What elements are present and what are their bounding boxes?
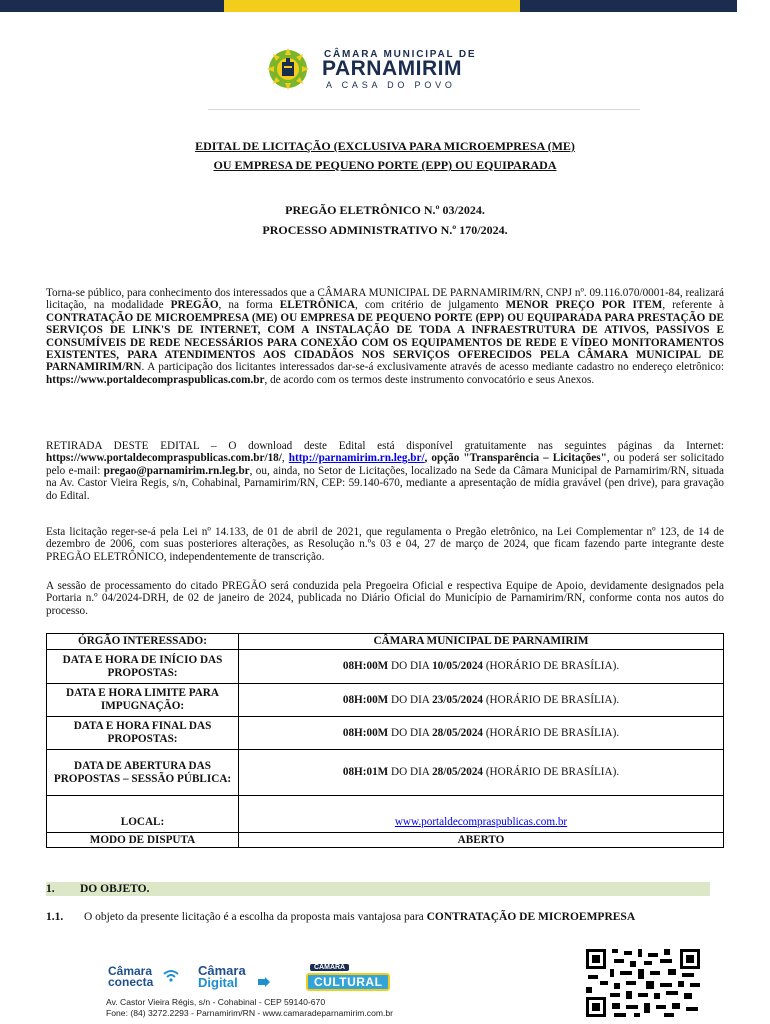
- p1-text-k: , de acordo com os termos deste instrumento convocatório e seus Anexos.: [264, 373, 595, 386]
- row-mid: DO DIA: [388, 726, 433, 739]
- table-row: [47, 634, 724, 650]
- legislacao-paragraph: Esta licitação reger-se-á pela Lei nº 14.133, de 01 de abril de 2021, que regulamenta o Pregão eletrônico, na Lei Complementar nº 123, de 14 de dezembro de 2006, com suas posteriores alterações, as Resolução n.ºs 03 e 04, 27 de março de 2024, que ficam fazendo parte integrante deste PREGÃO ELETRÔNICO, independentemente de transcrição.: [46, 526, 724, 563]
- p1-forma: ELETRÔNICA: [279, 299, 356, 312]
- p2-email: pregao@parnamirim.rn.leg.br: [103, 464, 250, 477]
- logo2-line-a: Câmara: [198, 963, 246, 978]
- row-date: 23/05/2024: [432, 693, 484, 706]
- top-color-band: [0, 0, 737, 12]
- row-mid: DO DIA: [388, 693, 433, 706]
- table-row: [47, 650, 724, 684]
- clause-text-a: O objeto da presente licitação é a escolha da proposta mais vantajosa para: [84, 911, 427, 923]
- logo-top-text: CÂMARA MUNICIPAL DE: [324, 49, 477, 60]
- qr-code-icon: [584, 947, 702, 1019]
- row-date: 28/05/2024: [432, 766, 484, 778]
- edital-info-table: [46, 633, 724, 848]
- footer-address: Av. Castor Vieira Régis, s/n - Cohabinal - CEP 59140-670: [106, 997, 326, 1007]
- row-value: ABERTO: [239, 833, 724, 848]
- logo3-line-a: CÂMARA: [310, 964, 349, 971]
- p1-text-e: , com critério de julgamento: [355, 299, 506, 312]
- row-value: [239, 717, 724, 750]
- camara-cultural-logo: [302, 965, 398, 989]
- logo1-line-a: Câmara: [108, 964, 153, 978]
- row-tz: (HORÁRIO DE BRASÍLIA).: [483, 766, 620, 778]
- footer-logos: [106, 963, 406, 993]
- p1-text-a: Torna-se público, para conhecimento dos interessados que a CÂMARA MUNICIPAL DE PARNAMIRIM/RN, CNPJ nº. 09.116.070/0001-84, realizará licitação, na modalidade: [46, 287, 724, 312]
- row-label: DATA DE ABERTURA DAS PROPOSTAS – SESSÃO PÚBLICA:: [47, 750, 239, 796]
- row-label: ÓRGÃO INTERESSADO:: [47, 634, 239, 650]
- row-tz: (HORÁRIO DE BRASÍLIA).: [483, 726, 620, 739]
- footer-contact: Fone: (84) 3272.2293 - Parnamirim/RN - www.camaradeparnamirim.com.br: [106, 1008, 394, 1018]
- row-time: 08H:00M: [342, 693, 389, 706]
- intro-paragraph: [46, 287, 724, 386]
- p1-objeto: CONTRATAÇÃO DE MICROEMPRESA (ME) OU EMPRESA DE PEQUENO PORTE (EPP) OU EQUIPARADA PARA PRESTAÇÃO DE SERVIÇOS DE LINK'S DE INTERNET, COM A INSTALAÇÃO DE TODA A INFRAESTRUTURA DE ATIVOS, PASSIVOS E CONSUMÍVEIS DE REDE NECESSÁRIOS PARA CONEXÃO COM OS EQUIPAMENTOS DE REDE E VÍDEO MONITORAMENTOS EXISTENTES, PARA ATENDIMENTOS AOS CIDADÃOS NOS SERVIÇOS OFERECIDOS PELA CÂMARA MUNICIPAL DE PARNAMIRIM/RN: [46, 311, 724, 374]
- row-value: [239, 796, 724, 833]
- row-value: [239, 684, 724, 717]
- p1-text-i: . A participação dos licitantes interessados dar-se-á exclusivamente através de acesso mediante cadastro no endereço eletrônico:: [141, 361, 724, 374]
- row-label: DATA E HORA DE INÍCIO DAS PROPOSTAS:: [47, 650, 239, 684]
- camara-digital-logo: [196, 963, 276, 989]
- logo2-line-b: Digital: [198, 975, 238, 990]
- p2-text-a: RETIRADA DESTE EDITAL – O download deste Edital está disponível gratuitamente nas seguintes páginas da Internet:: [46, 440, 724, 452]
- section-title: DO OBJETO.: [80, 883, 150, 895]
- section-heading-objeto: [46, 882, 710, 896]
- clause-number: 1.1.: [46, 911, 64, 923]
- p2-opcao: , opção "Transparência – Licitações": [424, 452, 607, 465]
- row-label: LOCAL:: [47, 796, 239, 833]
- band-navy-left: [0, 0, 224, 12]
- band-yellow: [224, 0, 520, 12]
- logo-sub-text: A CASA DO POVO: [326, 80, 456, 90]
- p2-text-c: ,: [281, 452, 289, 465]
- camara-conecta-logo: [106, 963, 180, 989]
- row-date: 10/05/2024: [432, 660, 484, 672]
- row-label: DATA E HORA LIMITE PARA IMPUGNAÇÃO:: [47, 684, 239, 717]
- portal-link[interactable]: www.portaldecompraspublicas.com.br: [394, 816, 568, 828]
- p1-text-c: , na forma: [218, 299, 280, 312]
- section-number: 1.: [46, 883, 55, 895]
- row-mid: DO DIA: [388, 766, 433, 778]
- table-row: [47, 717, 724, 750]
- clause-text-b: CONTRATAÇÃO DE MICROEMPRESA: [426, 911, 636, 923]
- processo-number: PROCESSO ADMINISTRATIVO N.º 170/2024.: [262, 223, 508, 237]
- logo3-line-b: CULTURAL: [306, 973, 390, 991]
- arrow-icon: [258, 977, 270, 987]
- table-row: [47, 750, 724, 796]
- row-time: 08H:01M: [342, 766, 389, 778]
- band-navy-right: [520, 0, 737, 12]
- p2-portal-url: https://www.portaldecompraspublicas.com.br/18/: [46, 452, 282, 465]
- p2-text-e: , ou poderá ser solicitado pelo e-mail:: [46, 452, 725, 477]
- pregao-number: PREGÃO ELETRÔNICO N.º 03/2024.: [285, 203, 485, 217]
- p2-text-g: , ou, ainda, no Setor de Licitações, localizado na Sede da Câmara Municipal de Parnamirim/RN, situada na Av. Castor Vieira Regis, s/n, Cohabinal, Parnamirim/RN, CEP: 59.140-670, mediante a apresentação de mídia gravável (pen drive), para gravação do Edital.: [46, 464, 724, 502]
- table-row: [47, 833, 724, 848]
- camara-site-link[interactable]: http://parnamirim.rn.leg.br/: [288, 452, 425, 465]
- clause-text: [84, 911, 635, 923]
- p1-portal-url: https://www.portaldecompraspublicas.com.br: [46, 373, 265, 386]
- row-label: DATA E HORA FINAL DAS PROPOSTAS:: [47, 717, 239, 750]
- row-value: CÂMARA MUNICIPAL DE PARNAMIRIM: [239, 634, 724, 650]
- table-row: [47, 684, 724, 717]
- p1-text-g: , referente à: [662, 299, 724, 312]
- sessao-paragraph: A sessão de processamento do citado PREGÃO será conduzida pela Pregoeira Oficial e respectiva Equipe de Apoio, devidamente designados pela Portaria n.º 04/2024-DRH, de 02 de janeiro de 2024, publicada no Diário Oficial do Município de Parnamirim/RN, conforme conta nos autos do processo.: [46, 580, 724, 617]
- row-label: MODO DE DISPUTA: [47, 833, 239, 848]
- title-line-2: OU EMPRESA DE PEQUENO PORTE (EPP) OU EQUIPARADA: [213, 158, 557, 172]
- title-line-1: EDITAL DE LICITAÇÃO (EXCLUSIVA PARA MICROEMPRESA (ME): [195, 139, 575, 153]
- row-tz: (HORÁRIO DE BRASÍLIA).: [483, 693, 620, 706]
- camara-emblem-icon: [258, 48, 318, 90]
- camara-logo: [258, 48, 490, 90]
- p1-criterio: MENOR PREÇO POR ITEM: [505, 299, 663, 312]
- row-value: [239, 650, 724, 684]
- row-date: 28/05/2024: [432, 726, 484, 739]
- wifi-icon: [162, 969, 180, 983]
- logo-main-text: PARNAMIRIM: [322, 57, 462, 80]
- row-mid: DO DIA: [388, 660, 433, 672]
- row-time: 08H:00M: [342, 726, 389, 739]
- header-divider: [208, 109, 640, 110]
- retirada-paragraph: [46, 440, 724, 502]
- table-row: [47, 796, 724, 833]
- p1-modalidade: PREGÃO: [170, 299, 219, 312]
- row-time: 08H:00M: [342, 660, 389, 672]
- row-tz: (HORÁRIO DE BRASÍLIA).: [483, 660, 620, 672]
- row-value: [239, 750, 724, 796]
- logo1-line-b: conecta: [108, 975, 154, 989]
